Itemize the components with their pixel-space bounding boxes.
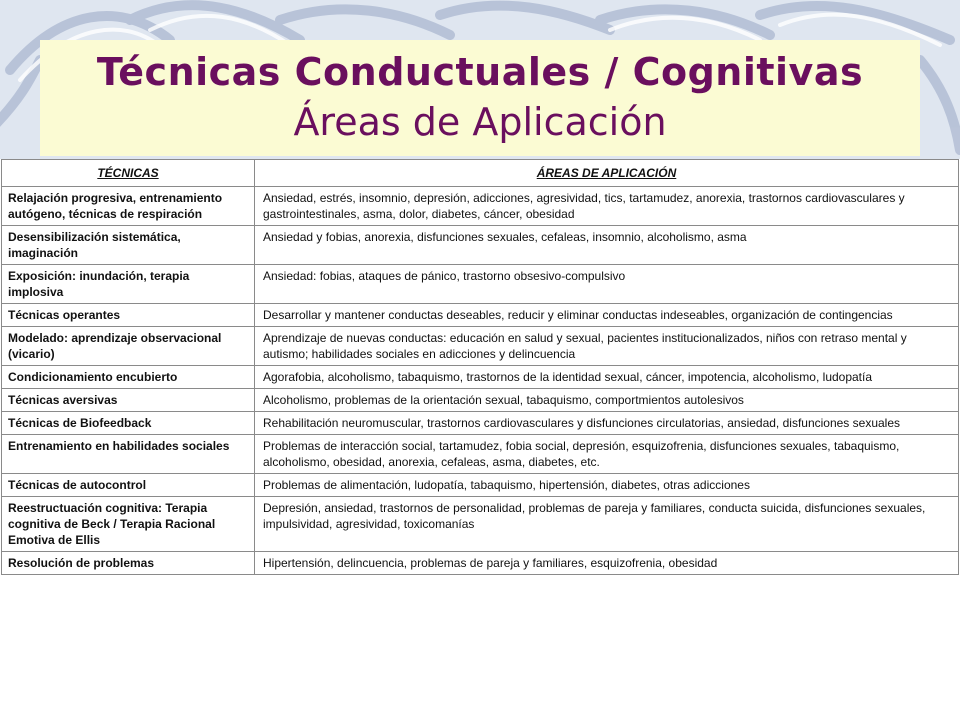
tecnica-cell: Técnicas de autocontrol — [2, 474, 255, 497]
area-cell: Problemas de alimentación, ludopatía, tabaquismo, hipertensión, diabetes, otras adicciones — [255, 474, 959, 497]
slide-title: Técnicas Conductuales / Cognitivas — [96, 50, 864, 94]
area-cell: Hipertensión, delincuencia, problemas de pareja y familiares, esquizofrenia, obesidad — [255, 552, 959, 575]
table-row — [2, 327, 959, 366]
table-row — [2, 412, 959, 435]
table-row — [2, 304, 959, 327]
area-cell: Ansiedad, estrés, insomnio, depresión, adicciones, agresividad, tics, tartamudez, anorexia, trastornos cardiovasculares y gastrointestinales, asma, dolor, diabetes, cáncer, obesidad — [255, 187, 959, 226]
table-row — [2, 497, 959, 552]
table-row — [2, 474, 959, 497]
tecnica-cell: Resolución de problemas — [2, 552, 255, 575]
tecnica-cell: Desensibilización sistemática, imaginación — [2, 226, 255, 265]
area-cell: Aprendizaje de nuevas conductas: educación en salud y sexual, pacientes institucionalizados, niños con retraso mental y autismo; habilidades sociales en adicciones y delincuencia — [255, 327, 959, 366]
tecnica-cell: Técnicas aversivas — [2, 389, 255, 412]
tecnica-cell: Técnicas de Biofeedback — [2, 412, 255, 435]
tecnica-cell: Condicionamiento encubierto — [2, 366, 255, 389]
table-row — [2, 366, 959, 389]
area-cell: Ansiedad y fobias, anorexia, disfunciones sexuales, cefaleas, insomnio, alcoholismo, asma — [255, 226, 959, 265]
area-cell: Ansiedad: fobias, ataques de pánico, trastorno obsesivo-compulsivo — [255, 265, 959, 304]
header-areas: ÁREAS DE APLICACIÓN — [255, 160, 959, 187]
tecnica-cell: Relajación progresiva, entrenamiento autógeno, técnicas de respiración — [2, 187, 255, 226]
table-row — [2, 389, 959, 412]
area-cell: Problemas de interacción social, tartamudez, fobia social, depresión, esquizofrenia, disfunciones sexuales, tabaquismo, alcoholismo, obesidad, anorexia, cefaleas, asma, diabetes, etc. — [255, 435, 959, 474]
slide-subtitle: Áreas de Aplicación — [293, 100, 667, 144]
tecnica-cell: Reestructuación cognitiva: Terapia cognitiva de Beck / Terapia Racional Emotiva de Ellis — [2, 497, 255, 552]
techniques-table-container — [0, 159, 960, 720]
table-row — [2, 187, 959, 226]
area-cell: Agorafobia, alcoholismo, tabaquismo, trastornos de la identidad sexual, cáncer, impotencia, alcoholismo, ludopatía — [255, 366, 959, 389]
table-row — [2, 265, 959, 304]
title-box — [40, 40, 920, 156]
area-cell: Alcoholismo, problemas de la orientación sexual, tabaquismo, comportmientos autolesivos — [255, 389, 959, 412]
area-cell: Rehabilitación neuromuscular, trastornos cardiovasculares y disfunciones circulatorias, ansiedad, disfunciones sexuales — [255, 412, 959, 435]
table-row — [2, 435, 959, 474]
tecnica-cell: Exposición: inundación, terapia implosiva — [2, 265, 255, 304]
tecnica-cell: Modelado: aprendizaje observacional (vicario) — [2, 327, 255, 366]
table-header-row — [2, 160, 959, 187]
table-row — [2, 226, 959, 265]
tecnica-cell: Técnicas operantes — [2, 304, 255, 327]
area-cell: Depresión, ansiedad, trastornos de personalidad, problemas de pareja y familiares, conducta suicida, disfunciones sexuales, impulsividad, agresividad, toxicomanías — [255, 497, 959, 552]
area-cell: Desarrollar y mantener conductas deseables, reducir y eliminar conductas indeseables, organización de contingencias — [255, 304, 959, 327]
techniques-table — [1, 159, 959, 575]
header-tecnicas: TÉCNICAS — [2, 160, 255, 187]
tecnica-cell: Entrenamiento en habilidades sociales — [2, 435, 255, 474]
table-row — [2, 552, 959, 575]
